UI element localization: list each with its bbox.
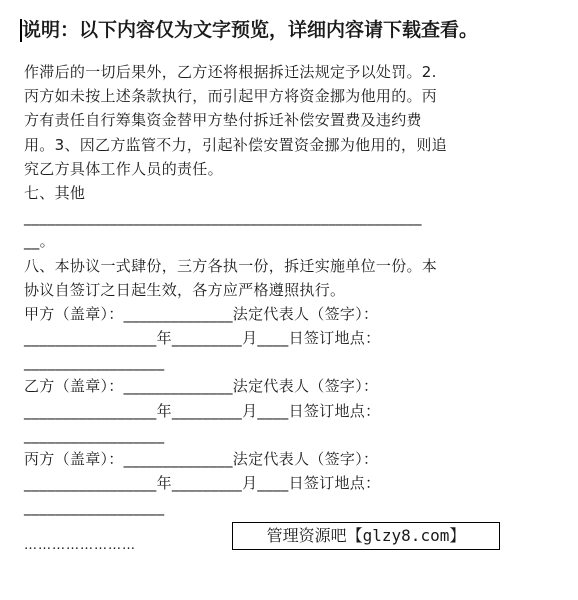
party-a-date-line: _________________年_________月____日签订地点： — [24, 329, 381, 348]
body-line: 究乙方具体工作人员的责任。 — [24, 159, 223, 178]
preview-notice-text: 说明：以下内容仅为文字预览，详细内容请下载查看。 — [22, 19, 479, 41]
section-heading-other: 七、其他 — [24, 183, 86, 202]
blank-fill-line: ___________________________________________________ — [24, 208, 422, 227]
body-line: 丙方如未按上述条款执行，而引起甲方将资金挪为他用的。丙 — [24, 87, 438, 106]
body-line: 方有责任自行筹集资金替甲方垫付拆迁补偿安置费及违约费 — [24, 111, 422, 130]
party-c-signature-line: 丙方（盖章）：______________法定代表人（签字）： — [24, 450, 379, 468]
body-line: 协议自签订之日起生效，各方应严格遵照执行。 — [24, 280, 346, 299]
document-body — [24, 60, 554, 520]
preview-notice — [22, 16, 572, 44]
party-a-place-line: __________________ — [24, 353, 165, 372]
party-b-date-line: _________________年_________月____日签订地点： — [24, 401, 381, 420]
source-watermark-box: 管理资源吧【glzy8.com】 — [232, 522, 500, 550]
party-a-signature-line: 甲方（盖章）：______________法定代表人（签字）： — [24, 304, 379, 323]
body-line: 八、本协议一式肆份，三方各执一份，拆迁实施单位一份。本 — [24, 256, 438, 275]
body-line: 作滞后的一切后果外，乙方还将根据拆迁法规定予以处罚。2. — [24, 63, 437, 81]
party-b-place-line: __________________ — [24, 425, 165, 444]
party-c-date-line: _________________年_________月____日签订地点： — [24, 474, 381, 493]
text-cursor — [20, 19, 22, 42]
blank-fill-line: __。 — [24, 232, 55, 251]
trailing-dots: …………………… — [24, 538, 136, 553]
body-line: 用。3、因乙方监管不力，引起补偿安置资金挪为他用的，则追 — [24, 135, 447, 154]
party-b-signature-line: 乙方（盖章）：______________法定代表人（签字）： — [24, 377, 379, 396]
party-c-place-line: __________________ — [24, 498, 165, 517]
